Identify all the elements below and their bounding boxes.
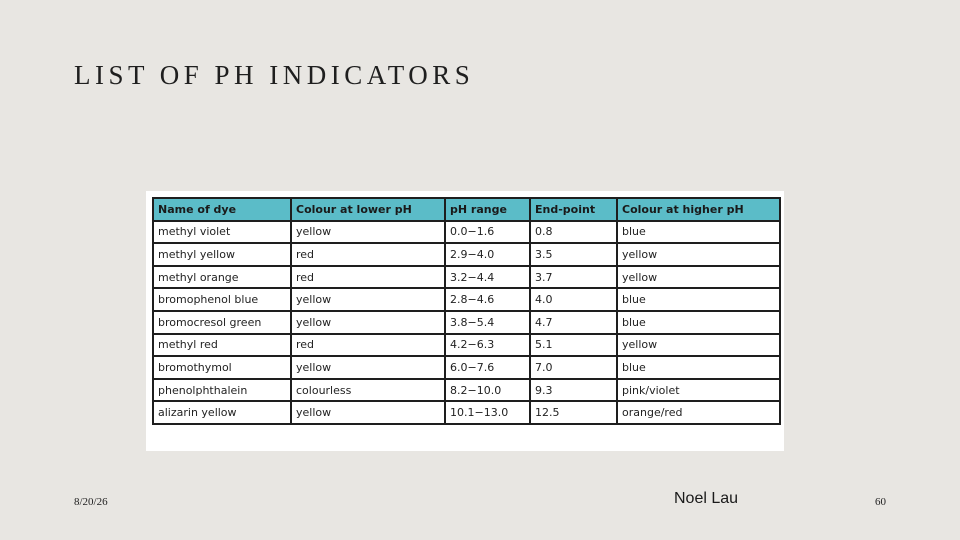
cell-lower-colour: colourless [291,379,445,402]
table-row [153,288,780,311]
cell-lower-colour: yellow [291,288,445,311]
cell-end-point: 3.7 [530,266,617,289]
table-row [153,221,780,244]
column-header-end-point: End-point [530,198,617,221]
cell-dye-name: bromophenol blue [153,288,291,311]
page-number: 60 [875,496,886,508]
cell-end-point: 9.3 [530,379,617,402]
cell-higher-colour: yellow [617,334,780,357]
cell-higher-colour: blue [617,311,780,334]
cell-end-point: 4.0 [530,288,617,311]
cell-end-point: 3.5 [530,243,617,266]
cell-ph-range: 0.0−1.6 [445,221,530,244]
cell-higher-colour: yellow [617,266,780,289]
indicator-table [152,197,781,425]
table-header-row [153,198,780,221]
cell-dye-name: methyl red [153,334,291,357]
cell-dye-name: bromothymol [153,356,291,379]
cell-higher-colour: pink/violet [617,379,780,402]
cell-lower-colour: red [291,243,445,266]
cell-higher-colour: blue [617,288,780,311]
cell-dye-name: bromocresol green [153,311,291,334]
cell-ph-range: 6.0−7.6 [445,356,530,379]
cell-end-point: 7.0 [530,356,617,379]
cell-end-point: 4.7 [530,311,617,334]
cell-ph-range: 3.8−5.4 [445,311,530,334]
cell-end-point: 12.5 [530,401,617,424]
cell-lower-colour: yellow [291,221,445,244]
cell-higher-colour: yellow [617,243,780,266]
cell-dye-name: methyl orange [153,266,291,289]
cell-higher-colour: blue [617,221,780,244]
cell-ph-range: 10.1−13.0 [445,401,530,424]
cell-dye-name: alizarin yellow [153,401,291,424]
cell-lower-colour: red [291,334,445,357]
cell-higher-colour: blue [617,356,780,379]
table-row [153,401,780,424]
table-row [153,266,780,289]
table-row [153,311,780,334]
cell-ph-range: 8.2−10.0 [445,379,530,402]
cell-lower-colour: yellow [291,401,445,424]
table-row [153,334,780,357]
column-header-ph-range: pH range [445,198,530,221]
column-header-higher-colour: Colour at higher pH [617,198,780,221]
cell-dye-name: methyl yellow [153,243,291,266]
cell-end-point: 0.8 [530,221,617,244]
cell-lower-colour: yellow [291,356,445,379]
footer-date: 8/20/26 [74,496,108,508]
cell-ph-range: 2.8−4.6 [445,288,530,311]
table-row [153,243,780,266]
cell-dye-name: methyl violet [153,221,291,244]
cell-ph-range: 4.2−6.3 [445,334,530,357]
footer-author: Noel Lau [674,490,739,507]
slide-title: LIST OF PH INDICATORS [74,60,475,90]
column-header-name: Name of dye [153,198,291,221]
cell-lower-colour: red [291,266,445,289]
cell-dye-name: phenolphthalein [153,379,291,402]
cell-lower-colour: yellow [291,311,445,334]
cell-end-point: 5.1 [530,334,617,357]
cell-ph-range: 2.9−4.0 [445,243,530,266]
column-header-lower-colour: Colour at lower pH [291,198,445,221]
cell-higher-colour: orange/red [617,401,780,424]
indicator-table-frame [146,191,784,451]
cell-ph-range: 3.2−4.4 [445,266,530,289]
table-row [153,379,780,402]
table-row [153,356,780,379]
